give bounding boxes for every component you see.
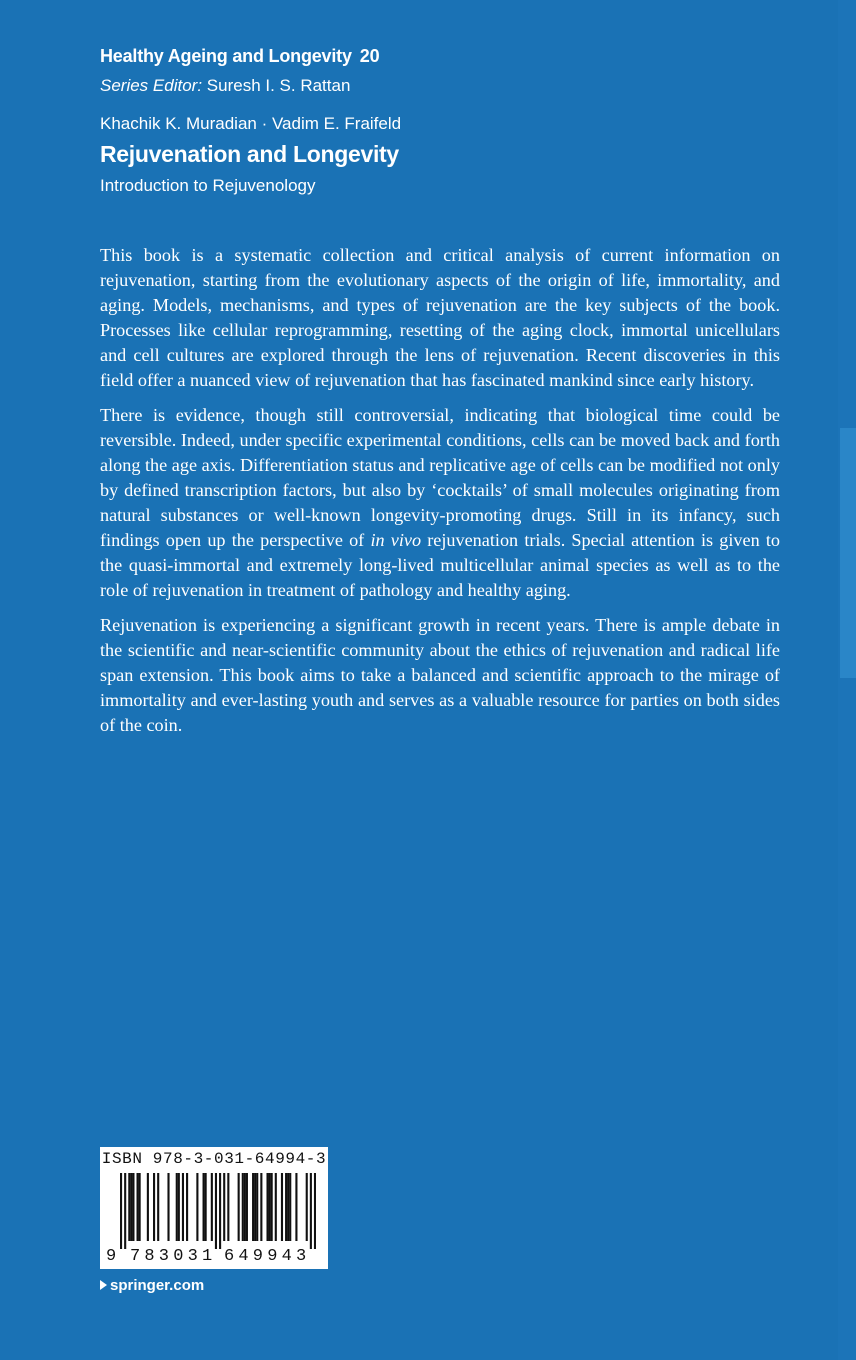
barcode-bar bbox=[203, 1173, 205, 1241]
barcode-bar bbox=[227, 1173, 229, 1241]
barcode-bar bbox=[310, 1173, 312, 1249]
barcode-bar bbox=[153, 1173, 155, 1241]
barcode-bar bbox=[285, 1173, 287, 1241]
series-editor-label: Series Editor: bbox=[100, 76, 203, 95]
barcode-bar bbox=[271, 1173, 273, 1241]
barcode-bar bbox=[256, 1173, 258, 1241]
series-editor-name: Suresh I. S. Rattan bbox=[206, 76, 351, 95]
book-description bbox=[100, 243, 780, 748]
isbn-label: ISBN 978-3-031-64994-3 bbox=[101, 1150, 327, 1168]
barcode-bar bbox=[147, 1173, 149, 1241]
barcode-bar bbox=[314, 1173, 316, 1249]
barcode-bar bbox=[120, 1173, 122, 1249]
description-paragraph-3: Rejuvenation is experiencing a significant growth in recent years. There is ample debate in the scientific and near-scientific community about the ethics of rejuvenation and radical life span extension. This book aims to take a balanced and scientific approach to the mirage of immortality and ever-lasting youth and serves as a valuable resource for parties on both sides of the coin. bbox=[100, 615, 780, 735]
barcode-bar bbox=[242, 1173, 244, 1241]
barcode-bar bbox=[130, 1173, 132, 1241]
barcode-bar bbox=[252, 1173, 254, 1241]
barcode-bar bbox=[289, 1173, 291, 1241]
barcode-bar bbox=[287, 1173, 289, 1241]
barcode-bars bbox=[120, 1173, 316, 1249]
barcode-bar bbox=[167, 1173, 169, 1241]
description-italic-term: in vivo bbox=[370, 530, 422, 550]
barcode-bar bbox=[157, 1173, 159, 1241]
barcode-bar bbox=[128, 1173, 130, 1241]
book-subtitle: Introduction to Rejuvenology bbox=[100, 176, 316, 195]
barcode-bar bbox=[196, 1173, 198, 1241]
barcode-bar bbox=[223, 1173, 225, 1241]
barcode-bar bbox=[205, 1173, 207, 1241]
barcode-bar bbox=[139, 1173, 141, 1241]
barcode-bar bbox=[244, 1173, 246, 1241]
barcode-bar bbox=[137, 1173, 139, 1241]
spine-edge bbox=[838, 0, 856, 1360]
barcode-bar bbox=[269, 1173, 271, 1241]
barcode-bar bbox=[281, 1173, 283, 1241]
description-paragraph-1: This book is a systematic collection and critical analysis of current information on rejuvenation, starting from the evolutionary aspects of the origin of life, immortality, and aging. Models, mechanisms, and types of rejuvenation are the key subjects of the book. Processes like cellular reprogramming, resetting of the aging clock, immortal unicellulars and cell cultures are explored through the lens of rejuvenation. Recent discoveries in this field offer a nuanced view of rejuvenation that has fascinated mankind since early history. bbox=[100, 245, 780, 390]
barcode-bar bbox=[211, 1173, 213, 1241]
series-title bbox=[100, 46, 379, 67]
barcode-bar bbox=[176, 1173, 178, 1241]
barcode-bar bbox=[186, 1173, 188, 1241]
barcode-bar bbox=[238, 1173, 240, 1241]
barcode-bar bbox=[219, 1173, 221, 1249]
spine-highlight bbox=[840, 428, 856, 678]
barcode-digit-first: 9 bbox=[106, 1247, 117, 1266]
barcode-bar bbox=[254, 1173, 256, 1241]
barcode-bar bbox=[295, 1173, 297, 1241]
barcode-bar bbox=[306, 1173, 308, 1241]
barcode-bar bbox=[266, 1173, 268, 1241]
description-paragraph-2-part-2: rejuvenation trials. Special attention is given to the quasi-immortal and extremely long-lived multicellular animal species as well as to the role of rejuvenation in treatment of pathology and healthy aging. bbox=[100, 530, 780, 600]
series-editor bbox=[100, 76, 350, 96]
barcode-digits-left: 783031 bbox=[130, 1247, 217, 1266]
arrow-right-icon bbox=[100, 1280, 107, 1290]
description-paragraph-2 bbox=[100, 403, 780, 603]
barcode-bar bbox=[275, 1173, 277, 1241]
barcode-bar bbox=[132, 1173, 134, 1241]
book-authors: Khachik K. Muradian · Vadim E. Fraifeld bbox=[100, 114, 402, 133]
book-title: Rejuvenation and Longevity bbox=[100, 141, 399, 167]
description-paragraph-2-part-1: There is evidence, though still controversial, indicating that biological time could be reversible. Indeed, under specific experimental conditions, cells can be moved back and forth along the age axis. Differentiation status and replicative age of cells can be modified not only by defined transcription factors, but also by ‘cocktails’ of small molecules originating from natural substances or well-known longevity-promoting drugs. Still in its infancy, such findings open up the perspective of bbox=[100, 405, 780, 550]
barcode-bar bbox=[246, 1173, 248, 1241]
barcode-digits-right: 649943 bbox=[224, 1247, 311, 1266]
isbn-barcode bbox=[100, 1147, 328, 1269]
series-number: 20 bbox=[359, 46, 380, 66]
barcode-bar bbox=[124, 1173, 126, 1249]
barcode-bar bbox=[182, 1173, 184, 1241]
series-name: Healthy Ageing and Longevity bbox=[100, 46, 352, 66]
barcode-bar bbox=[178, 1173, 180, 1241]
publisher-url: springer.com bbox=[110, 1277, 205, 1294]
barcode-bar bbox=[215, 1173, 217, 1249]
barcode-bar bbox=[260, 1173, 262, 1241]
publisher-link[interactable] bbox=[100, 1277, 204, 1294]
